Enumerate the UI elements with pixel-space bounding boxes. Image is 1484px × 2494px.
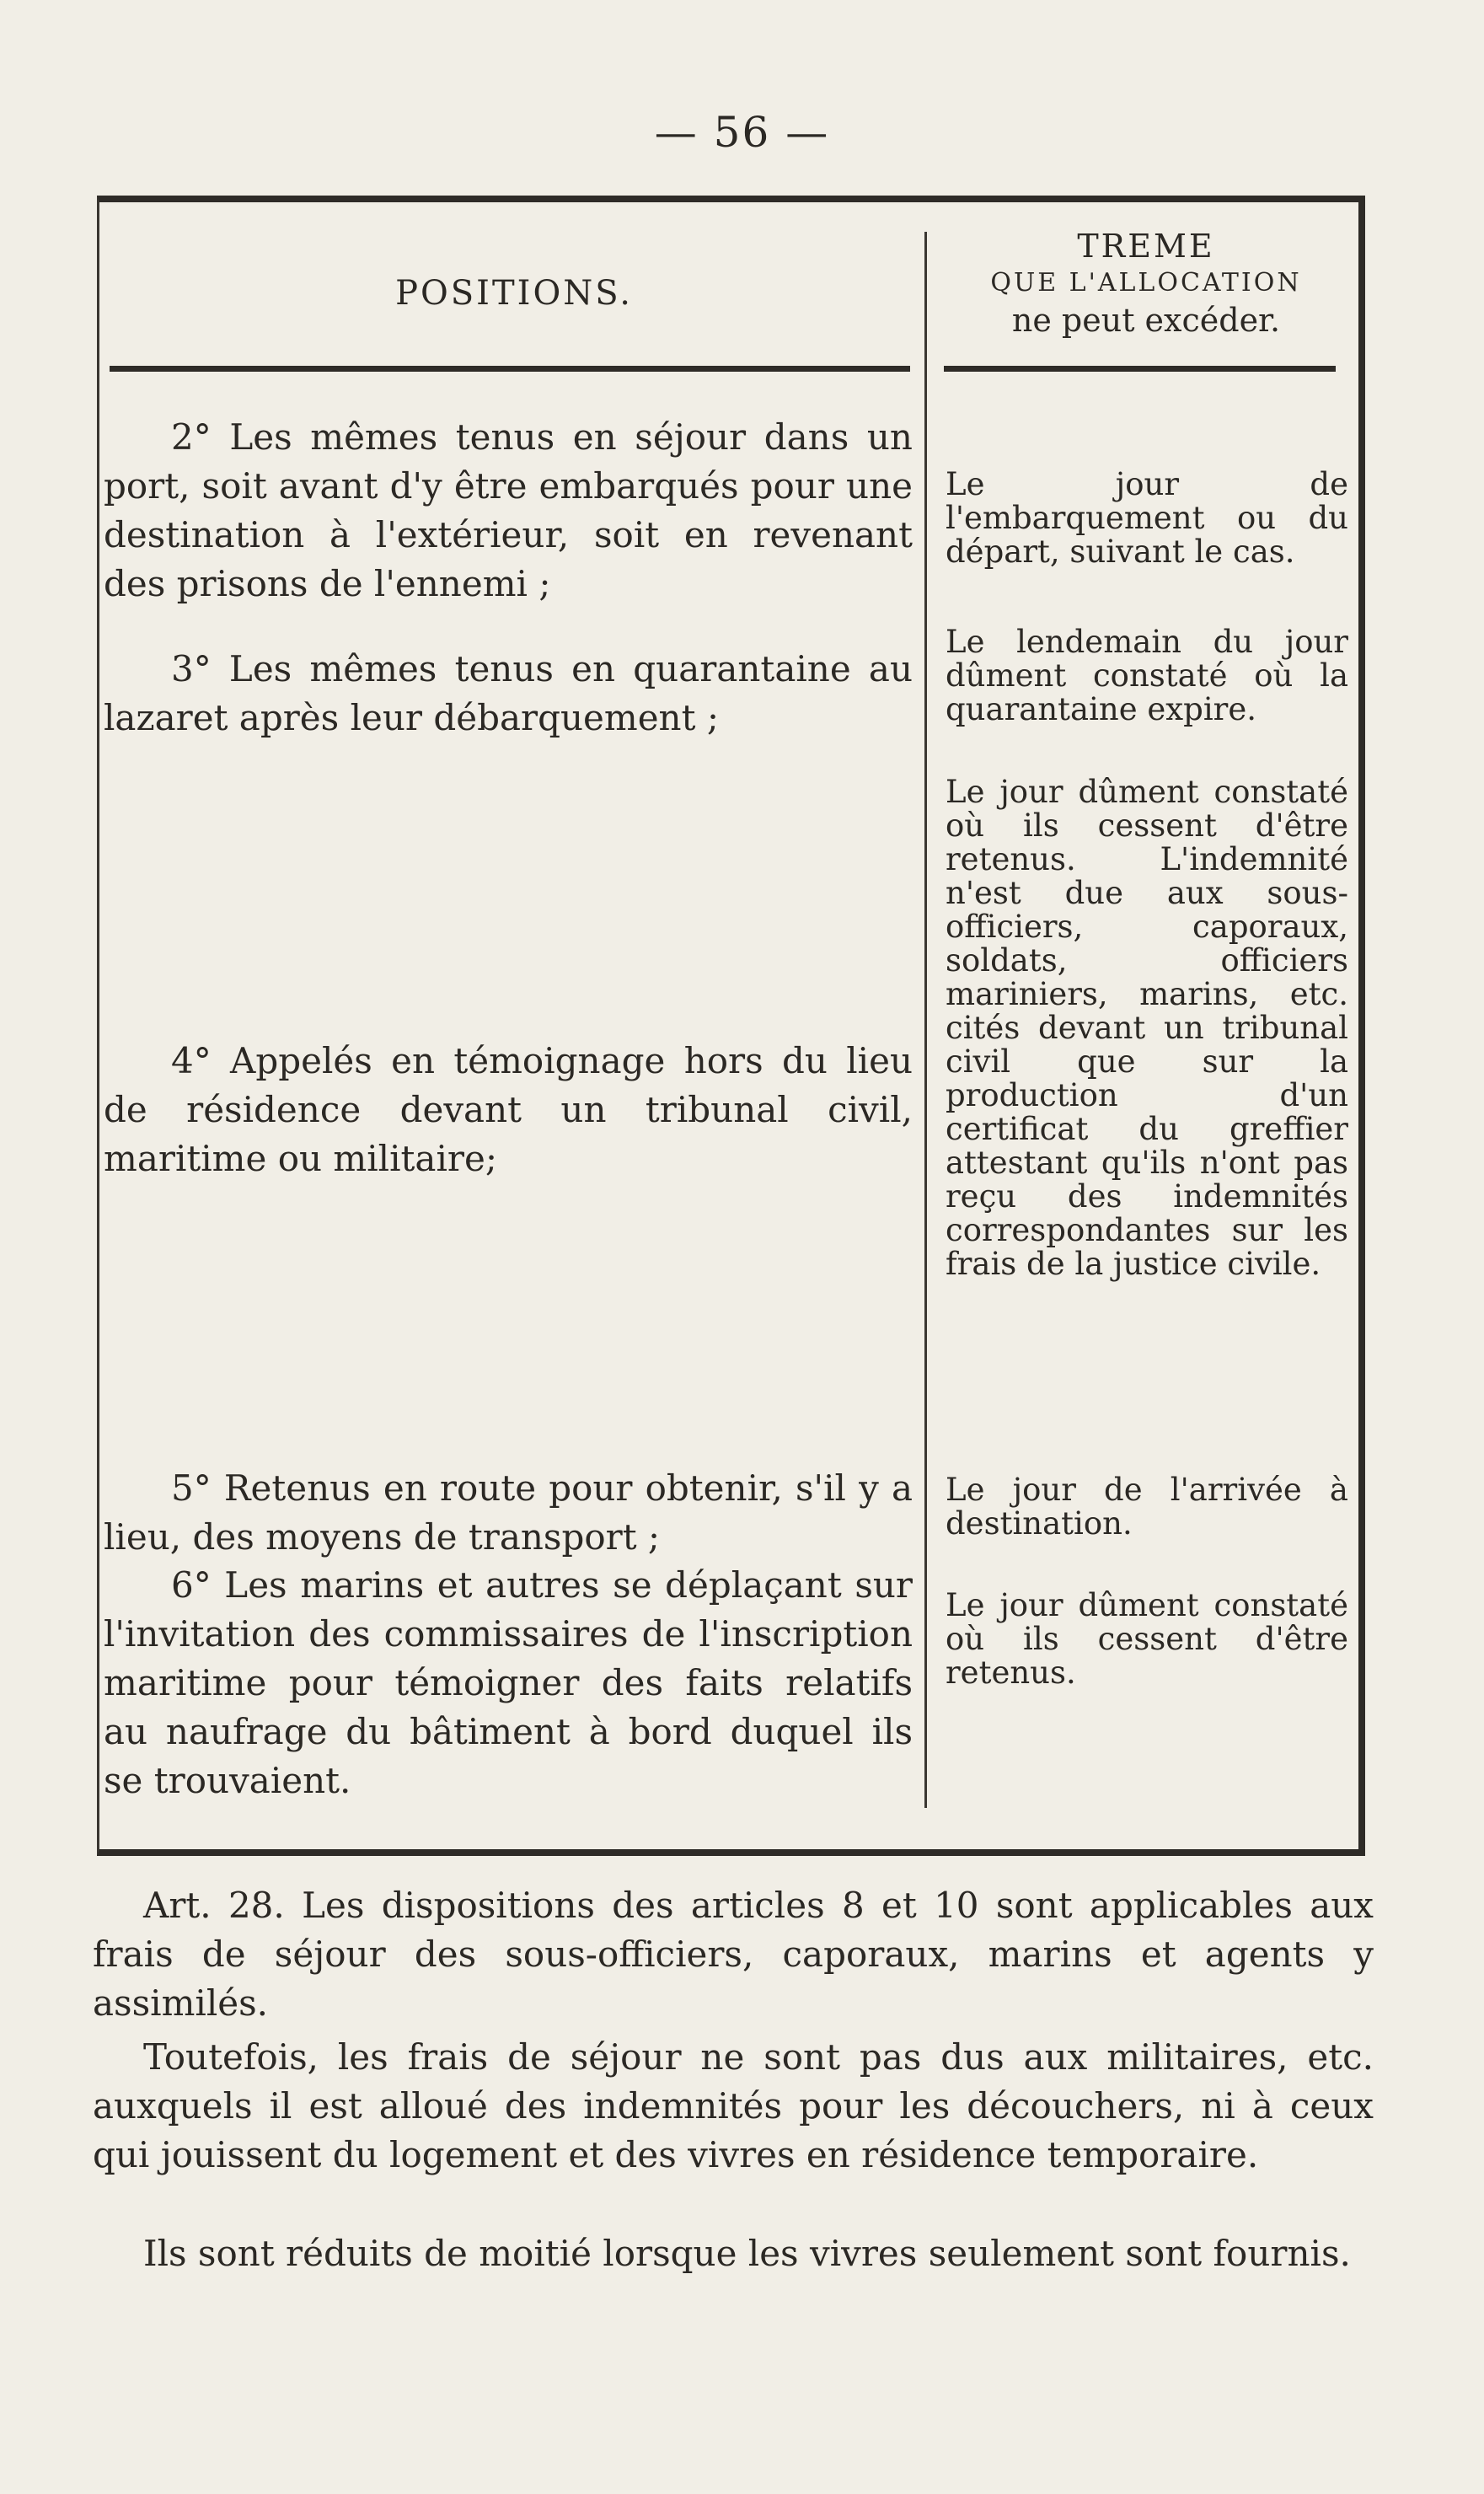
article-28-paragraph-2: Toutefois, les frais de séjour ne sont pas dus aux militaires, etc. auxquels il est alloué des indemnités pour les découchers, ni à ceux qui jouissent du logement et des vivres en résidence temporaire.	[93, 2036, 1374, 2175]
header-term	[935, 228, 1357, 339]
term-entry-2: Le jour de l'embarquement ou du départ, suivant le cas.	[946, 466, 1348, 570]
header-rule-left	[110, 366, 910, 372]
page-number: — 56 —	[654, 108, 830, 157]
term-entry-5: Le jour de l'arrivée à destination.	[946, 1472, 1348, 1542]
header-term-line-1: TREME	[1077, 228, 1215, 265]
position-entry-5: 5° Retenus en route pour obtenir, s'il y a lieu, des moyens de transport ;	[104, 1467, 913, 1558]
header-term-line-3: ne peut excéder.	[1011, 302, 1281, 339]
term-entry-6: Le jour dûment constaté où ils cessent d'être retenus.	[946, 1587, 1348, 1691]
position-entry-6: 6° Les marins et autres se déplaçant sur l'invitation des commissaires de l'inscription maritime pour témoigner des faits relatifs au naufrage du bâtiment à bord duquel ils se trouvaient.	[104, 1564, 913, 1801]
position-entry-2: 2° Les mêmes tenus en séjour dans un port, soit avant d'y être embarqués pour une destination à l'extérieur, soit en revenant des prisons de l'ennemi ;	[104, 416, 913, 604]
position-entry-3: 3° Les mêmes tenus en quarantaine au lazaret après leur débarquement ;	[104, 648, 913, 738]
term-entry-3: Le lendemain du jour dûment constaté où la quarantaine expire.	[946, 624, 1348, 727]
article-28-paragraph-3: Ils sont réduits de moitié lorsque les vivres seulement sont fournis.	[143, 2233, 1351, 2274]
header-term-line-2: QUE L'ALLOCATION	[990, 268, 1302, 298]
header-rule-right	[944, 366, 1336, 372]
column-divider	[924, 232, 927, 1808]
position-entry-4: 4° Appelés en témoignage hors du lieu de résidence devant un tribunal civil, maritime ou militaire;	[104, 1040, 913, 1179]
article-28-paragraph-1: Art. 28. Les dispositions des articles 8 et 10 sont applicables aux frais de séjour des sous-officiers, caporaux, marins et agents y assimilés.	[93, 1885, 1374, 2024]
header-positions: POSITIONS.	[395, 274, 633, 313]
term-entry-4: Le jour dûment constaté où ils cessent d'être retenus. L'indemnité n'est due aux sous-officiers, caporaux, soldats, officiers mariniers, marins, etc. cités devant un tribunal civil que sur la production d'un certificat du greffier attestant qu'ils n'ont pas reçu des indemnités correspondantes sur les frais de la justice civile.	[946, 774, 1348, 1282]
